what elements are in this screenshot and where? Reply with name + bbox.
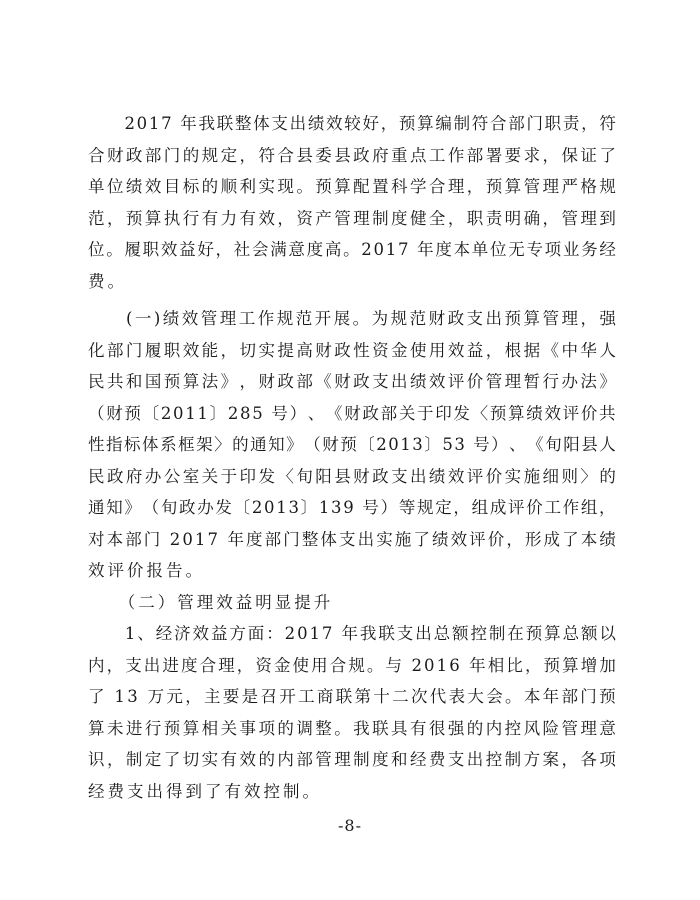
text-line: 算 未 进 行 预 算 相 关 事 项 的 调 整 。 我 联 具 有 很 强 的 内 控 风 险 管 理 意: [88, 718, 616, 738]
text-line: 位 。 履 职 效 益 好 ， 社 会 满 意 度 高 。 2 0 1 7 年 度 本 单 位 无 专 项 业 务 经: [88, 240, 616, 259]
page-number: -8-: [338, 816, 362, 835]
text-line: 内 ， 支 出 进 度 合 理 ， 资 金 使 用 合 规 。 与 2 0 1 6 年 相 比 ， 预 算 增 加: [88, 655, 616, 675]
text-line: 通 知 》 （ 旬 政 办 发 〔 2 0 1 3 〕 1 3 9 号 ） 等 规 定 ， 组 成 评 价 工 作 组 ，: [88, 498, 616, 517]
text-line: 对 本 部 门 2 0 1 7 年 度 部 门 整 体 支 出 实 施 了 绩 效 评 价 ， 形 成 了 本 绩: [88, 529, 616, 549]
text-line: 经费支出得到了有效控制。: [88, 781, 322, 801]
text-line: 了 1 3 万 元 ， 主 要 是 召 开 工 商 联 第 十 二 次 代 表 大 会 。 本 年 部 门 预: [88, 687, 616, 706]
section-heading: （二）管理效益明显提升: [88, 592, 334, 612]
text-line: 民 共 和 国 预 算 法 》 ， 财 政 部 《 财 政 支 出 绩 效 评 价 管 理 暂 行 办 法 》: [88, 372, 616, 391]
text-line: ( 一 ) 绩 效 管 理 工 作 规 范 开 展 。 为 规 范 财 政 支 出 预 算 管 理 ， 强: [125, 309, 616, 328]
text-line: 2 0 1 7 年 我 联 整 体 支 出 绩 效 较 好 ， 预 算 编 制 符 合 部 门 职 责 ， 符: [124, 114, 616, 133]
text-line: 性 指 标 体 系 框 架 〉 的 通 知 》 （ 财 预 〔 2 0 1 3 〕 5 3 号 ） 、 《 旬 阳 县 人: [88, 435, 616, 454]
text-line: 范 ， 预 算 执 行 有 力 有 效 ， 资 产 管 理 制 度 健 全 ， 职 责 明 确 ， 管 理 到: [88, 208, 616, 228]
text-line: （ 财 预 〔 2 0 1 1 〕 2 8 5 号 ） 、 《 财 政 部 关 于 印 发 〈 预 算 绩 效 评 价 共: [88, 403, 616, 423]
paragraph-overview: [88, 108, 616, 297]
paragraph-economic-benefits: [88, 618, 616, 807]
text-line: 合 财 政 部 门 的 规 定 ， 符 合 县 委 县 政 府 重 点 工 作 部 署 要 求 ， 保 证 了: [88, 145, 616, 165]
paragraph-performance-management: [88, 303, 616, 587]
document-body: [88, 108, 616, 807]
text-line: 1 、 经 济 效 益 方 面 ： 2 0 1 7 年 我 联 支 出 总 额 控 制 在 预 算 总 额 以: [124, 624, 616, 643]
text-line: 费。: [88, 271, 127, 291]
text-line: 化 部 门 履 职 效 能 ， 切 实 提 高 财 政 性 资 金 使 用 效 益 ， 根 据 《 中 华 人: [88, 340, 616, 360]
text-line: 效评价报告。: [88, 561, 205, 580]
text-line: 民 政 府 办 公 室 关 于 印 发 〈 旬 阳 县 财 政 支 出 绩 效 评 价 实 施 细 则 〉 的: [88, 466, 616, 486]
text-line: 识 ， 制 定 了 切 实 有 效 的 内 部 管 理 制 度 和 经 费 支 出 控 制 方 案 ， 各 项: [88, 750, 616, 769]
heading-management-benefits: [88, 587, 616, 619]
text-line: 单 位 绩 效 目 标 的 顺 利 实 现 。 预 算 配 置 科 学 合 理 ， 预 算 管 理 严 格 规: [88, 177, 616, 196]
